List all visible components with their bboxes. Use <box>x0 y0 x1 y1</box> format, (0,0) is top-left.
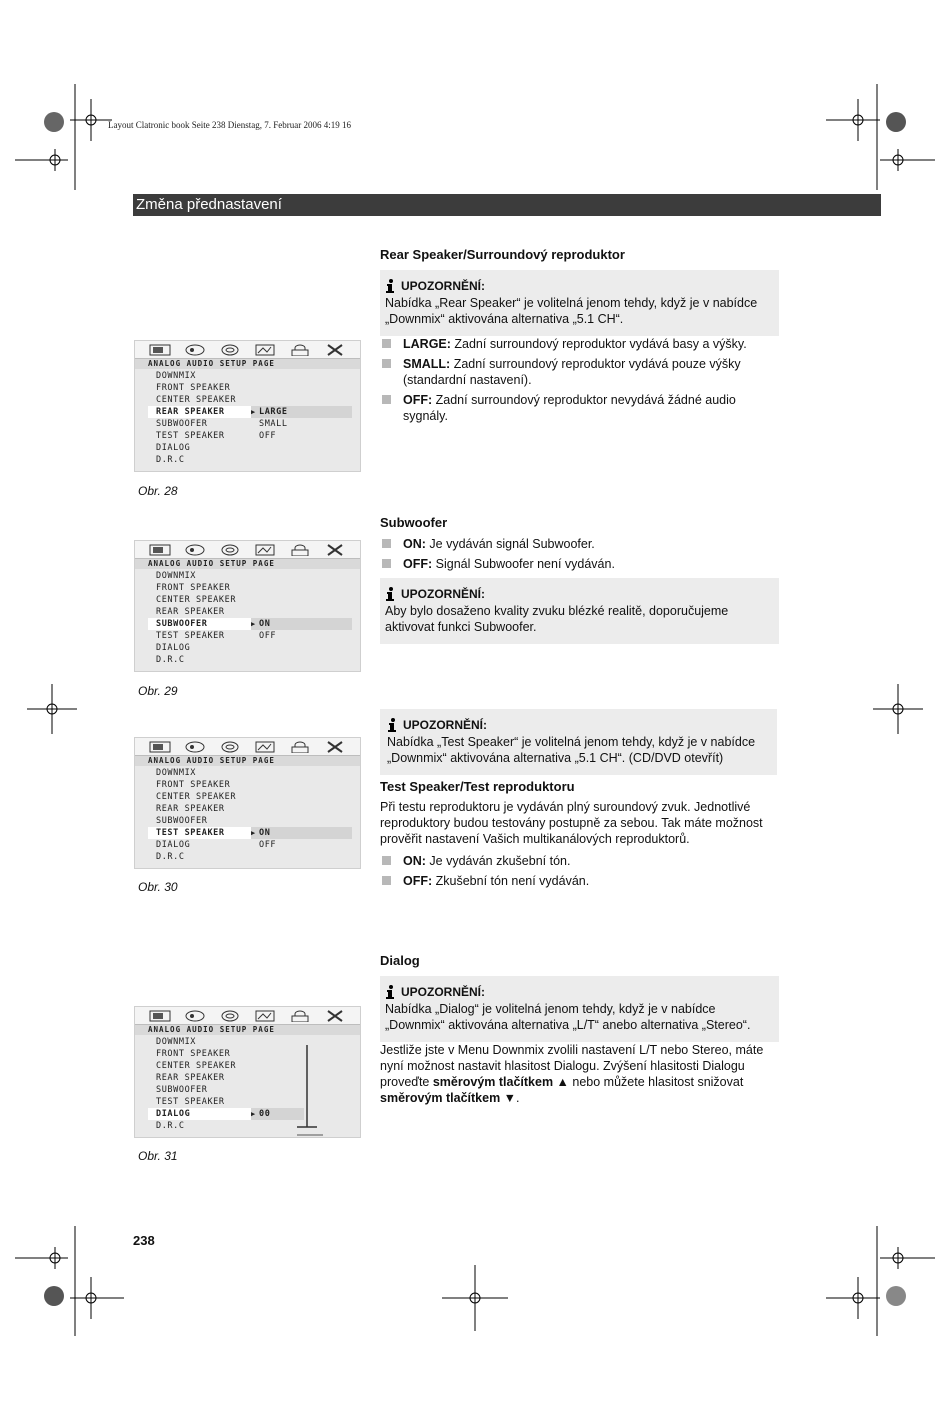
osd-figure-31 <box>134 1006 361 1138</box>
osd-row: REAR SPEAKER <box>156 1073 225 1083</box>
osd-page-title: ANALOG AUDIO SETUP PAGE <box>135 559 360 569</box>
figure-caption: Obr. 28 <box>138 484 178 498</box>
osd-row: DOWNMIX <box>156 571 197 581</box>
speaker-hand-icon <box>184 741 206 753</box>
osd-row: D.R.C <box>156 852 185 862</box>
tv-icon <box>149 544 171 556</box>
subwoofer-heading: Subwoofer <box>380 515 448 530</box>
osd-row: REAR SPEAKER <box>156 804 225 814</box>
subwoofer-note <box>380 578 779 644</box>
osd-row: CENTER SPEAKER <box>156 1061 237 1071</box>
info-icon <box>385 985 395 999</box>
page-number: 238 <box>133 1233 155 1248</box>
exit-icon <box>324 344 346 356</box>
exit-icon <box>324 741 346 753</box>
osd-row: REAR SPEAKER <box>156 607 225 617</box>
note-text: Nabídka „Rear Speaker“ je volitelná jenom tehdy, když je v nabídce „Downmix“ aktivována alternativa „5.1 CH“. <box>385 296 758 326</box>
rear-note <box>380 270 779 336</box>
test-speaker-note <box>380 709 777 775</box>
osd-row: DIALOG <box>156 643 191 653</box>
test-speaker-heading: Test Speaker/Test reproduktoru <box>380 779 575 794</box>
osd-row: FRONT SPEAKER <box>156 383 231 393</box>
osd-row: DIALOG OFF <box>156 840 277 850</box>
osd-row: DOWNMIX <box>156 371 197 381</box>
disc-icon <box>219 1010 241 1022</box>
tv-icon <box>149 344 171 356</box>
note-title: UPOZORNĚNÍ: <box>401 985 485 999</box>
figure-caption: Obr. 30 <box>138 880 178 894</box>
osd-page-title: ANALOG AUDIO SETUP PAGE <box>135 1025 360 1035</box>
osd-icon-bar <box>135 738 360 756</box>
note-text: Nabídka „Test Speaker“ je volitelná jenom tehdy, když je v nabídce „Downmix“ aktivována alternativa „5.1 CH“. (CD/DVD otevřít) <box>387 735 756 765</box>
dialog-level-slider <box>295 1043 325 1137</box>
osd-row: D.R.C <box>156 455 185 465</box>
osd-figure-28 <box>134 340 361 472</box>
note-text: Nabídka „Dialog“ je volitelná jenom tehdy, když je v nabídce „Downmix“ aktivována alternativa „L/T“ anebo alternativa „Stereo“. <box>385 1002 751 1032</box>
osd-row: FRONT SPEAKER <box>156 780 231 790</box>
osd-row: CENTER SPEAKER <box>156 595 237 605</box>
rear-options-list <box>380 336 780 428</box>
osd-menu <box>135 369 360 466</box>
osd-row: SUBWOOFER SMALL <box>156 419 288 429</box>
osd-row: FRONT SPEAKER <box>156 583 231 593</box>
osd-row: TEST SPEAKER OFF <box>156 631 277 641</box>
speaker-hand-icon <box>184 1010 206 1022</box>
disc-icon <box>219 544 241 556</box>
osd-figure-30 <box>134 737 361 869</box>
exit-icon <box>324 544 346 556</box>
osd-row: CENTER SPEAKER <box>156 792 237 802</box>
osd-row: CENTER SPEAKER <box>156 395 237 405</box>
tv-icon <box>149 741 171 753</box>
osd-menu <box>135 766 360 863</box>
figure-caption: Obr. 31 <box>138 1149 178 1163</box>
speaker-hand-icon <box>184 344 206 356</box>
lock-icon <box>289 741 311 753</box>
osd-row: TEST SPEAKER OFF <box>156 431 277 441</box>
list-item: OFF: Zadní surroundový reproduktor nevydává žádné audio sygnály. <box>380 392 780 424</box>
lock-icon <box>289 1010 311 1022</box>
image-settings-icon <box>254 1010 276 1022</box>
osd-row: SUBWOOFER <box>156 1085 208 1095</box>
tv-icon <box>149 1010 171 1022</box>
osd-row-selected: TEST SPEAKER ▶ ON <box>135 827 360 839</box>
print-info: Layout Clatronic book Seite 238 Dienstag, 7. Februar 2006 4:19 16 <box>108 120 351 130</box>
osd-figure-29 <box>134 540 361 672</box>
osd-row: DOWNMIX <box>156 768 197 778</box>
image-settings-icon <box>254 741 276 753</box>
osd-row: FRONT SPEAKER <box>156 1049 231 1059</box>
image-settings-icon <box>254 344 276 356</box>
list-item: SMALL: Zadní surroundový reproduktor vydává pouze výšky (standardní nastavení). <box>380 356 780 388</box>
image-settings-icon <box>254 544 276 556</box>
note-title: UPOZORNĚNÍ: <box>401 279 485 293</box>
osd-icon-bar <box>135 1007 360 1025</box>
rear-speaker-heading: Rear Speaker/Surroundový reproduktor <box>380 247 625 262</box>
osd-icon-bar <box>135 541 360 559</box>
list-item: OFF: Zkušební tón není vydáván. <box>380 873 780 889</box>
info-icon <box>387 718 397 732</box>
osd-page-title: ANALOG AUDIO SETUP PAGE <box>135 359 360 369</box>
osd-row: D.R.C <box>156 1121 185 1131</box>
osd-row-selected: REAR SPEAKER ▶ LARGE <box>135 406 360 418</box>
osd-row: D.R.C <box>156 655 185 665</box>
osd-row-selected: DIALOG ▶ 00 <box>135 1108 360 1120</box>
note-text: Aby bylo dosaženo kvality zvuku blézké realitě, doporučujeme aktivovat funkci Subwoofer. <box>385 604 729 634</box>
disc-icon <box>219 741 241 753</box>
section-title: Změna přednastavení <box>133 194 881 216</box>
osd-row: DIALOG <box>156 443 191 453</box>
osd-row: SUBWOOFER <box>156 816 208 826</box>
note-title: UPOZORNĚNÍ: <box>403 718 487 732</box>
osd-row: TEST SPEAKER <box>156 1097 225 1107</box>
osd-row: DOWNMIX <box>156 1037 197 1047</box>
info-icon <box>385 279 395 293</box>
subwoofer-options-list <box>380 536 780 576</box>
exit-icon <box>324 1010 346 1022</box>
test-speaker-paragraph: Při testu reproduktoru je vydáván plný suroundový zvuk. Jednotlivé reproduktory budou testovány postupně za sebou. Tak máte možnost prověřit nastavení Vašich multikanálových reproduktorů. <box>380 800 763 846</box>
osd-menu <box>135 569 360 666</box>
disc-icon <box>219 344 241 356</box>
lock-icon <box>289 344 311 356</box>
speaker-hand-icon <box>184 544 206 556</box>
dialog-note <box>380 976 779 1042</box>
note-title: UPOZORNĚNÍ: <box>401 587 485 601</box>
dialog-paragraph: Jestliže jste v Menu Downmix zvolili nastavení L/T nebo Stereo, máte nyní možnost nastavit hlasitost Dialogu. Zvýšení hlasitosti Dialogu proveďte směrovým tlačítkem ▲ nebo můžete hlasitost snižovat směrovým tlačítkem ▼. <box>380 1043 764 1105</box>
test-speaker-options-list <box>380 853 780 893</box>
figure-caption: Obr. 29 <box>138 684 178 698</box>
list-item: ON: Je vydáván signál Subwoofer. <box>380 536 780 552</box>
dialog-heading: Dialog <box>380 953 420 968</box>
list-item: LARGE: Zadní surroundový reproduktor vydává basy a výšky. <box>380 336 780 352</box>
info-icon <box>385 587 395 601</box>
lock-icon <box>289 544 311 556</box>
osd-menu <box>135 1035 360 1132</box>
list-item: ON: Je vydáván zkušební tón. <box>380 853 780 869</box>
osd-row-selected: SUBWOOFER ▶ ON <box>135 618 360 630</box>
osd-icon-bar <box>135 341 360 359</box>
osd-page-title: ANALOG AUDIO SETUP PAGE <box>135 756 360 766</box>
list-item: OFF: Signál Subwoofer není vydáván. <box>380 556 780 572</box>
